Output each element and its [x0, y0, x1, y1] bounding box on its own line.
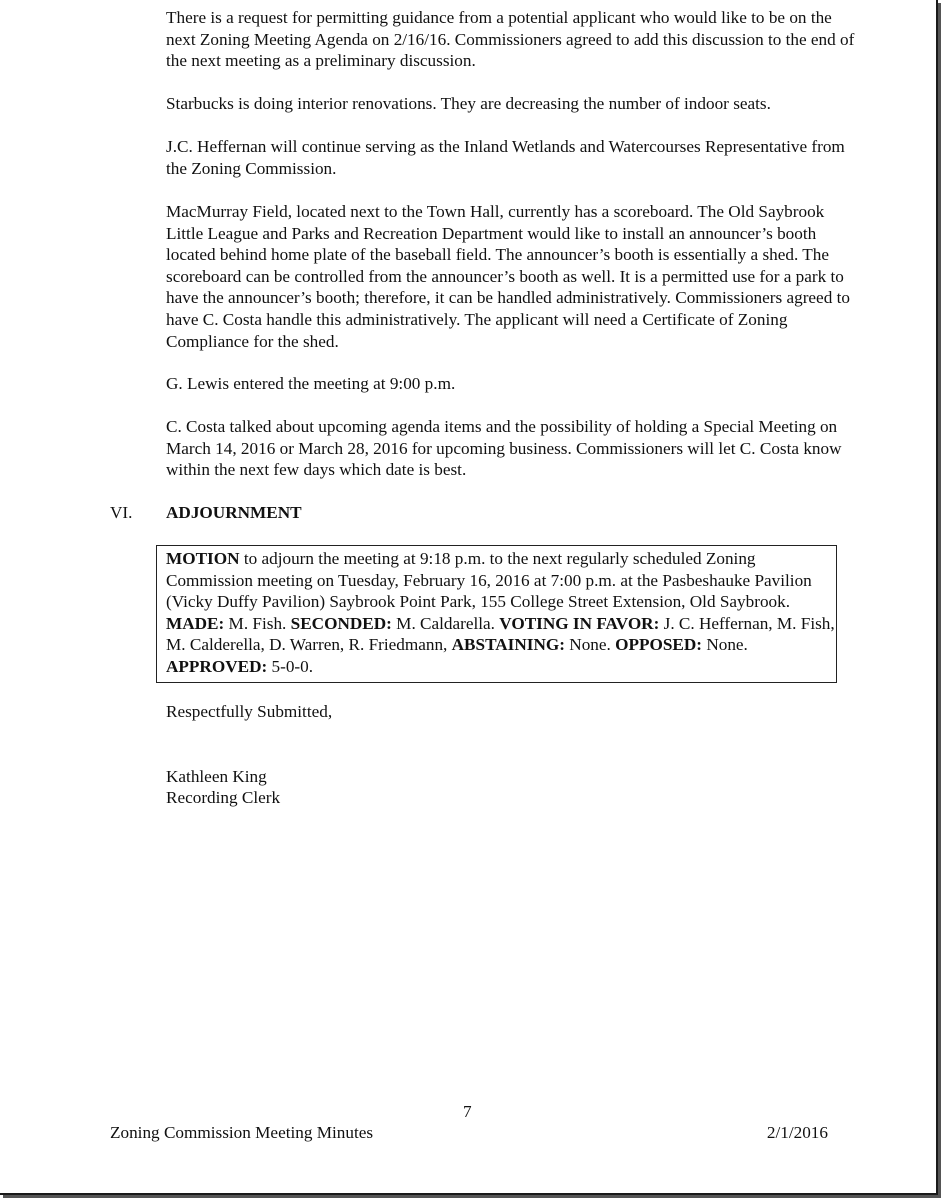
paragraph-special-meeting: C. Costa talked about upcoming agenda items and the possibility of holding a Special Meeting on March 14, 2016 or March 28, 2016 for upcoming business. Commissioners will let C. Costa know within the next few days which date is best.: [166, 417, 842, 480]
opposed-label: OPPOSED:: [615, 635, 703, 655]
closing-line: Respectfully Submitted,: [166, 702, 333, 721]
approved-label: APPROVED:: [166, 656, 268, 676]
paragraph-macmurray-field: MacMurray Field, located next to the Town Hall, currently has a scoreboard. The Old Saybrook Little League and Parks and Recreation Department would like to install an announcer’s booth located behind home plate of the baseball field. The announcer’s booth is essentially a shed. The scoreboard can be controlled from the announcer’s booth as well. It is a permitted use for a park to have the announcer’s booth; therefore, it can be handled administratively. Commissioners agreed to have C. Costa handle this administratively. The applicant will need a Certificate of Zoning Compliance for the shed.: [166, 202, 850, 351]
voting-text: J. C. Heffernan, M. Fish, M. Calderella, D. Warren, R. Friedmann,: [166, 613, 835, 655]
paragraph-starbucks: Starbucks is doing interior renovations. They are decreasing the number of indoor seats.: [166, 94, 771, 113]
abstaining-label: ABSTAINING:: [451, 635, 565, 655]
paragraph-lewis-entered: G. Lewis entered the meeting at 9:00 p.m.: [166, 374, 456, 393]
motion-label: MOTION: [166, 549, 240, 568]
signature-title: Recording Clerk: [166, 788, 281, 807]
page-number: 7: [463, 1102, 472, 1121]
motion-text: to adjourn the meeting at 9:18 p.m. to the next regularly scheduled Zoning Commission meeting on Tuesday, February 16, 2016 at 7:00 p.m. at the Pasbeshauke Pavilion (Vicky Duffy Pavilion) Saybrook Point Park, 155 College Street Extension, Old Saybrook.: [166, 549, 812, 612]
made-label: MADE:: [166, 613, 225, 633]
opposed-text: None.: [702, 635, 748, 655]
approved-text: 5-0-0.: [267, 656, 314, 676]
section-number: VI.: [110, 503, 133, 522]
footer-date: 2/1/2016: [766, 1123, 828, 1142]
seconded-text: M. Caldarella.: [391, 613, 500, 633]
footer-document-title: Zoning Commission Meeting Minutes: [110, 1123, 374, 1142]
made-text: M. Fish.: [224, 613, 291, 633]
signature-name: Kathleen King: [166, 767, 267, 786]
paragraph-permitting-guidance: There is a request for permitting guidance from a potential applicant who would like to be on the next Zoning Meeting Agenda on 2/16/16. Commissioners agreed to add this discussion to the end of the next meeting as a preliminary discussion.: [166, 8, 855, 71]
seconded-label: SECONDED:: [290, 613, 392, 633]
motion-box: [156, 545, 837, 683]
paragraph-wetlands-representative: J.C. Heffernan will continue serving as the Inland Wetlands and Watercourses Representative from the Zoning Commission.: [166, 137, 845, 178]
section-title: ADJOURNMENT: [166, 503, 302, 522]
abstaining-text: None.: [564, 635, 616, 655]
voting-label: VOTING IN FAVOR:: [499, 613, 660, 633]
